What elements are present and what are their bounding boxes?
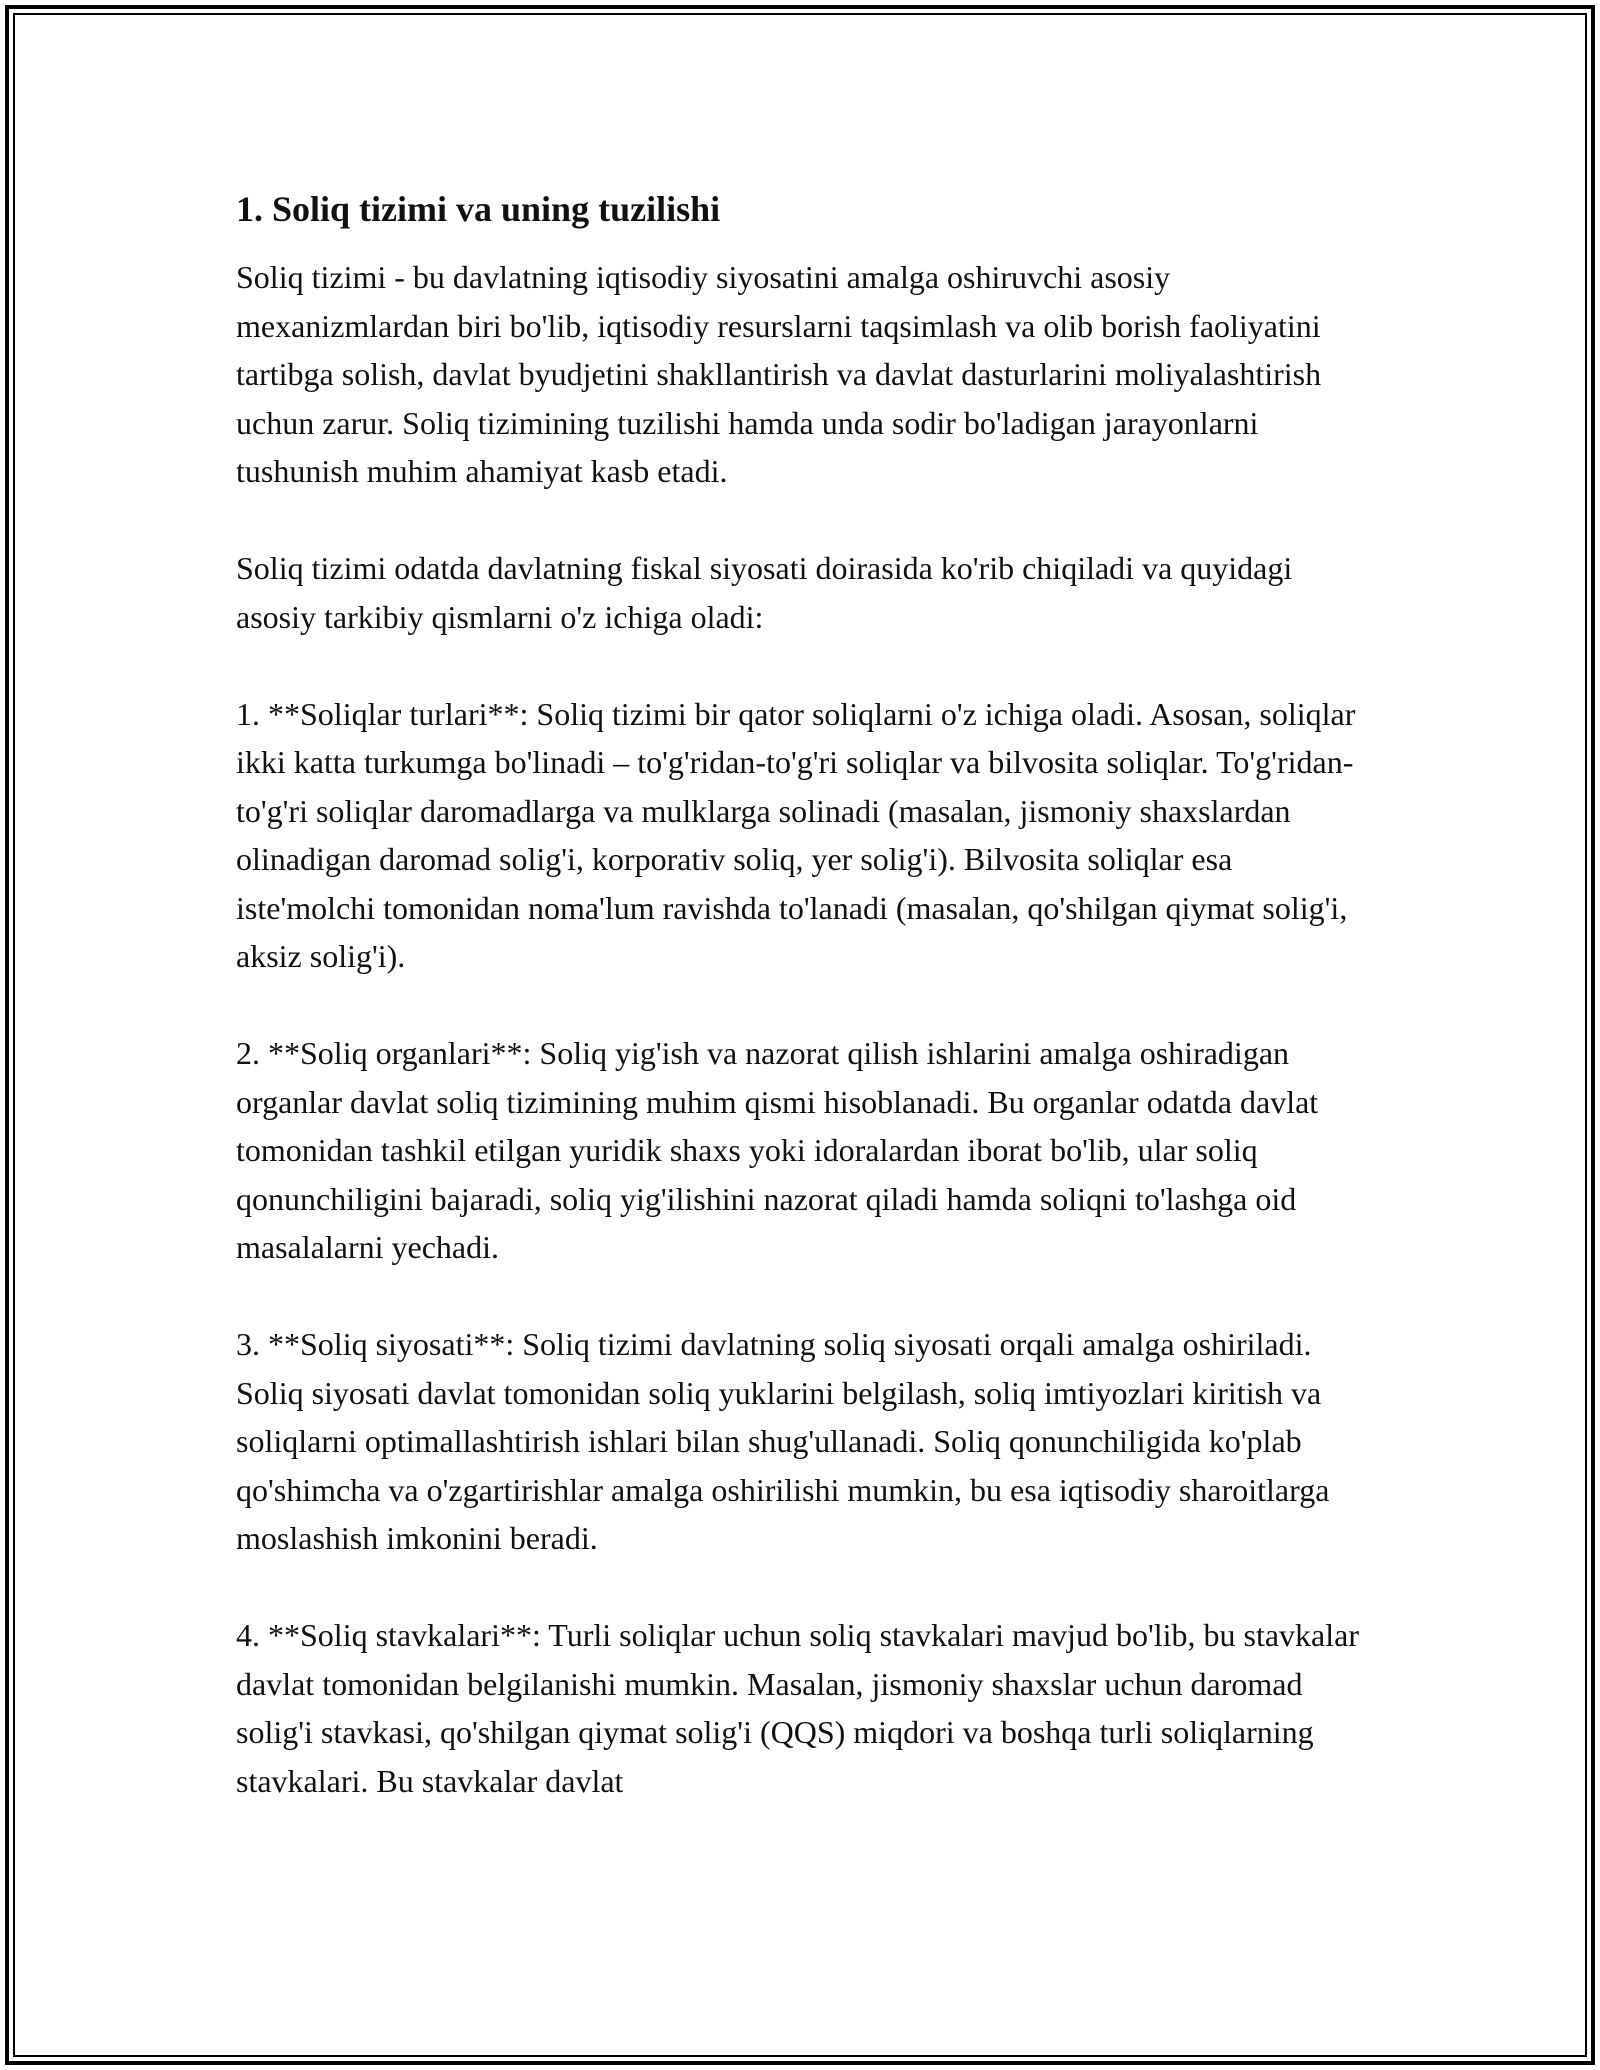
paragraph-components-lead: Soliq tizimi odatda davlatning fiskal siyosati doirasida ko'rib chiqiladi va quyidagi asosiy tarkibiy qismlarni o'z ichiga oladi: — [236, 550, 1293, 635]
document-body — [236, 185, 1366, 1805]
section-heading: 1. Soliq tizimi va uning tuzilishi — [236, 189, 721, 229]
paragraph-tax-rates: 4. **Soliq stavkalari**: Turli soliqlar uchun soliq stavkalari mavjud bo'lib, bu stavkalar davlat tomonidan belgilanishi mumkin. Masalan, jismoniy shaxslar uchun daromad solig'i stavkasi, qo'shilgan qiymat solig'i (QQS) miqdori va boshqa turli soliqlarning stavkalari. Bu stavkalar davlat — [236, 1617, 1359, 1799]
paragraph-tax-policy: 3. **Soliq siyosati**: Soliq tizimi davlatning soliq siyosati orqali amalga oshiriladi. Soliq siyosati davlat tomonidan soliq yuklarini belgilash, soliq imtiyozlari kiritish va soliqlarni optimallashtirish ishlari bilan shug'ullanadi. Soliq qonunchiligida ko'plab qo'shimcha va o'zgartirishlar amalga oshirilishi mumkin, bu esa iqtisodiy sharoitlarga moslashish imkonini beradi. — [236, 1326, 1330, 1556]
paragraph-intro: Soliq tizimi - bu davlatning iqtisodiy siyosatini amalga oshiruvchi asosiy mexanizmlardan biri bo'lib, iqtisodiy resurslarni taqsimlash va olib borish faoliyatini tartibga solish, davlat byudjetini shakllantirish va davlat dasturlarini moliyalashtirish uchun zarur. Soliq tizimining tuzilishi hamda unda sodir bo'ladigan jarayonlarni tushunish muhim ahamiyat kasb etadi. — [236, 259, 1322, 489]
paragraph-tax-authorities: 2. **Soliq organlari**: Soliq yig'ish va nazorat qilish ishlarini amalga oshiradigan organlar davlat soliq tizimining muhim qismi hisoblanadi. Bu organlar odatda davlat tomonidan tashkil etilgan yuridik shaxs yoki idoralardan iborat bo'lib, ular soliq qonunchiligini bajaradi, soliq yig'ilishini nazorat qiladi hamda soliqni to'lashga oid masalalarni yechadi. — [236, 1035, 1319, 1265]
paragraph-tax-types: 1. **Soliqlar turlari**: Soliq tizimi bir qator soliqlarni o'z ichiga oladi. Asosan, soliqlar ikki katta turkumga bo'linadi – to'g'ridan-to'g'ri soliqlar va bilvosita soliqlar. To'g'ridan-to'g'ri soliqlar daromadlarga va mulklarga solinadi (masalan, jismoniy shaxslardan olinadigan daromad solig'i, korporativ soliq, yer solig'i). Bilvosita soliqlar esa iste'molchi tomonidan noma'lum ravishda to'lanadi (masalan, qo'shilgan qiymat solig'i, aksiz solig'i). — [236, 695, 1356, 974]
